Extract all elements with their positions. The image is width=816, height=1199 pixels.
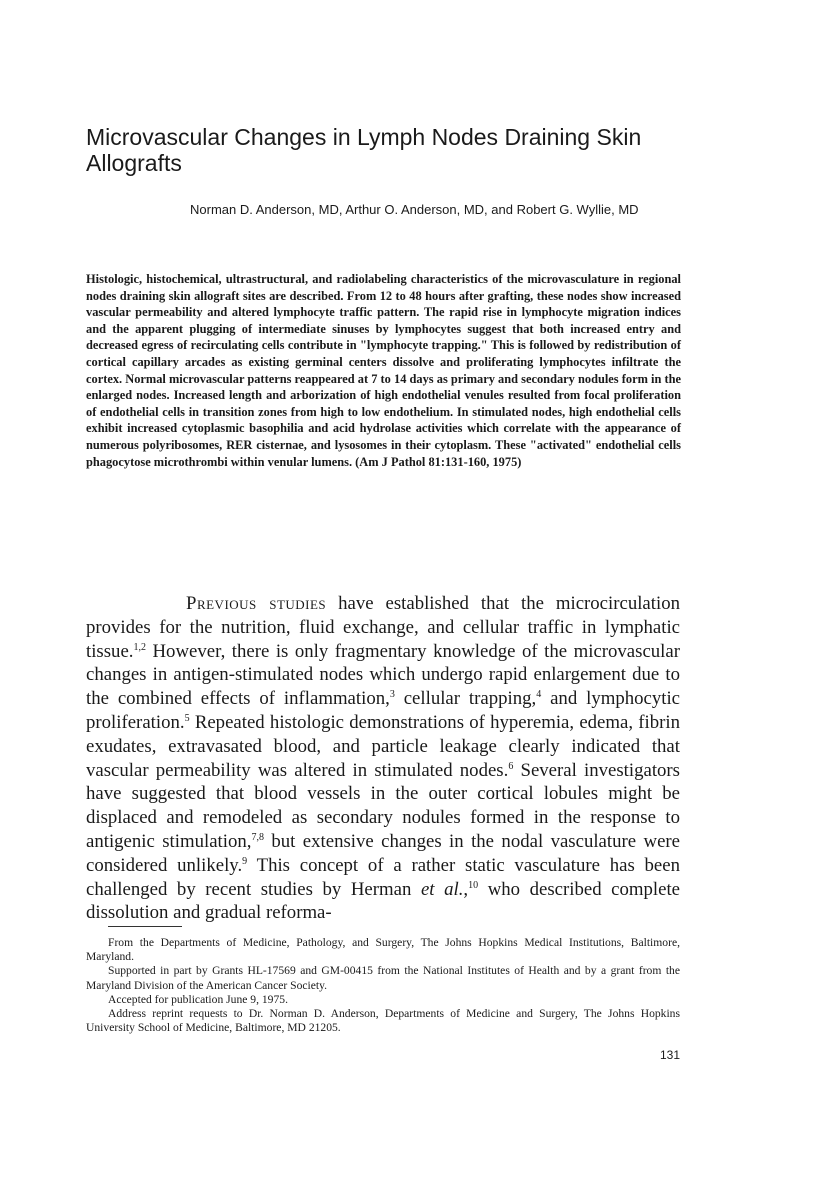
article-title: Microvascular Changes in Lymph Nodes Draining Skin Allografts [86, 124, 642, 176]
page-number: 131 [659, 1048, 680, 1062]
body-sentence: This concept of a rather static vasculature has been challenged by recent studies by Herman [86, 854, 680, 900]
body-sentence: and lymphocytic proliferation. [86, 688, 680, 733]
footnote-reprint: Address reprint requests to Dr. Norman D. Anderson, Departments of Medicine and Surgery, The Johns Hopkins University School of Medicine, Baltimore, MD 21205. [86, 1007, 680, 1035]
reference-marker: 5 [184, 712, 190, 724]
author-list: Norman D. Anderson, MD, Arthur O. Anderson, MD, and Robert G. Wyllie, MD [190, 202, 639, 217]
body-sentence: Several investigators have suggested that blood vessels in the outer cortical lobules might be displaced and remodeled as secondary nodules formed in the response to antigenic stimulation, [86, 759, 680, 852]
footnote-affiliation: From the Departments of Medicine, Pathology, and Surgery, The Johns Hopkins Medical Institutions, Baltimore, Maryland. [86, 936, 680, 964]
body-paragraph: Previous studies have established that the microcirculation provides for the nutrition, fluid exchange, and cellular traffic in lymphatic tissue.$^{1,2}$ However, there is only fragmentary knowledge of the microvascular changes in antigen-stimulated nodes which undergo rapid enlargement due to the combined effects of inflammation,$^3$ cellular trapping,$^4$ and lymphocytic proliferation.$^5$ Repeated histologic demonstrations of hyperemia, edema, fibrin exudates, extravasated blood, and particle leakage clearly indicated that vascular permeability was altered in stimulated nodes.$^6$ Several investigators have suggested that blood vessels in the outer cortical lobules might be displaced and remodeled as secondary nodules formed in the response to antigenic stimulation,$^{7,8}$ but extensive changes in the nodal vasculature were considered unlikely.$^9$ This concept of a rather static vasculature has been challenged by recent studies by Herman et al.,$^{10}$ who described complete dissolution and gradual reforma- [86, 593, 681, 924]
body-sentence: but extensive changes in the nodal vasculature were considered unlikely. [86, 830, 680, 876]
footnote-accepted: Accepted for publication June 9, 1975. [108, 992, 288, 1006]
body-sentence: who described complete dissolution and gradual reforma- [86, 878, 681, 924]
reference-marker: 6 [508, 760, 514, 772]
lead-in-smallcaps: Previous studies [186, 593, 327, 614]
et-al-italic: et al. [420, 878, 464, 900]
reference-marker: 9 [242, 855, 248, 867]
reference-marker: 10 [468, 879, 479, 891]
body-sentence: However, there is only fragmentary knowledge of the microvascular changes in antigen-stimulated nodes which undergo rapid enlargement due to the combined effects of inflammation, [86, 640, 680, 710]
footnote-divider [108, 926, 182, 927]
reference-marker: 3 [389, 689, 395, 701]
footnotes [86, 936, 680, 1035]
footnote-funding: Supported in part by Grants HL-17569 and GM-00415 from the National Institutes of Health and by a grant from the Maryland Division of the American Cancer Society. [86, 964, 680, 992]
abstract: Histologic, histochemical, ultrastructural, and radiolabeling characteristics of the microvasculature in regional nodes draining skin allograft sites are described. From 12 to 48 hours after grafting, these nodes show increased vascular permeability and altered lymphocyte traffic pattern. The rapid rise in lymphocyte migration indices and the apparent plugging of intermediate sinuses by lymphocytes suggest that both increased entry and decreased egress of recirculating cells contribute in "lymphocyte trapping." This is followed by redistribution of cortical capillary arcades as existing germinal centers dissolve and proliferating lymphocytes infiltrate the cortex. Normal microvascular patterns reappeared at 7 to 14 days as primary and secondary nodules form in the enlarged nodes. Increased length and arborization of high endothelial venules resulted from focal proliferation of endothelial cells in transition zones from high to low endothelium. In stimulated nodes, high endothelial cells exhibit increased cytoplasmic basophilia and acid hydrolase activities which correlate with the appearance of numerous polyribosomes, RER cisternae, and lysosomes in their cytoplasm. These "activated" endothelial cells phagocytose microthrombi within venular lumens. (Am J Pathol 81:131-160, 1975) [86, 272, 681, 469]
reference-marker: 4 [536, 689, 542, 701]
body-sentence: have established that the microcirculation provides for the nutrition, fluid exchange, and cellular traffic in lymphatic tissue. [86, 593, 680, 662]
body-sentence: Repeated histologic demonstrations of hyperemia, edema, fibrin exudates, extravasated blood, and particle leakage clearly indicated that vascular permeability was altered in stimulated nodes. [86, 711, 680, 781]
body-sentence: cellular trapping, [394, 688, 537, 710]
reference-marker: 1,2 [133, 641, 146, 653]
reference-marker: 7,8 [251, 831, 264, 843]
